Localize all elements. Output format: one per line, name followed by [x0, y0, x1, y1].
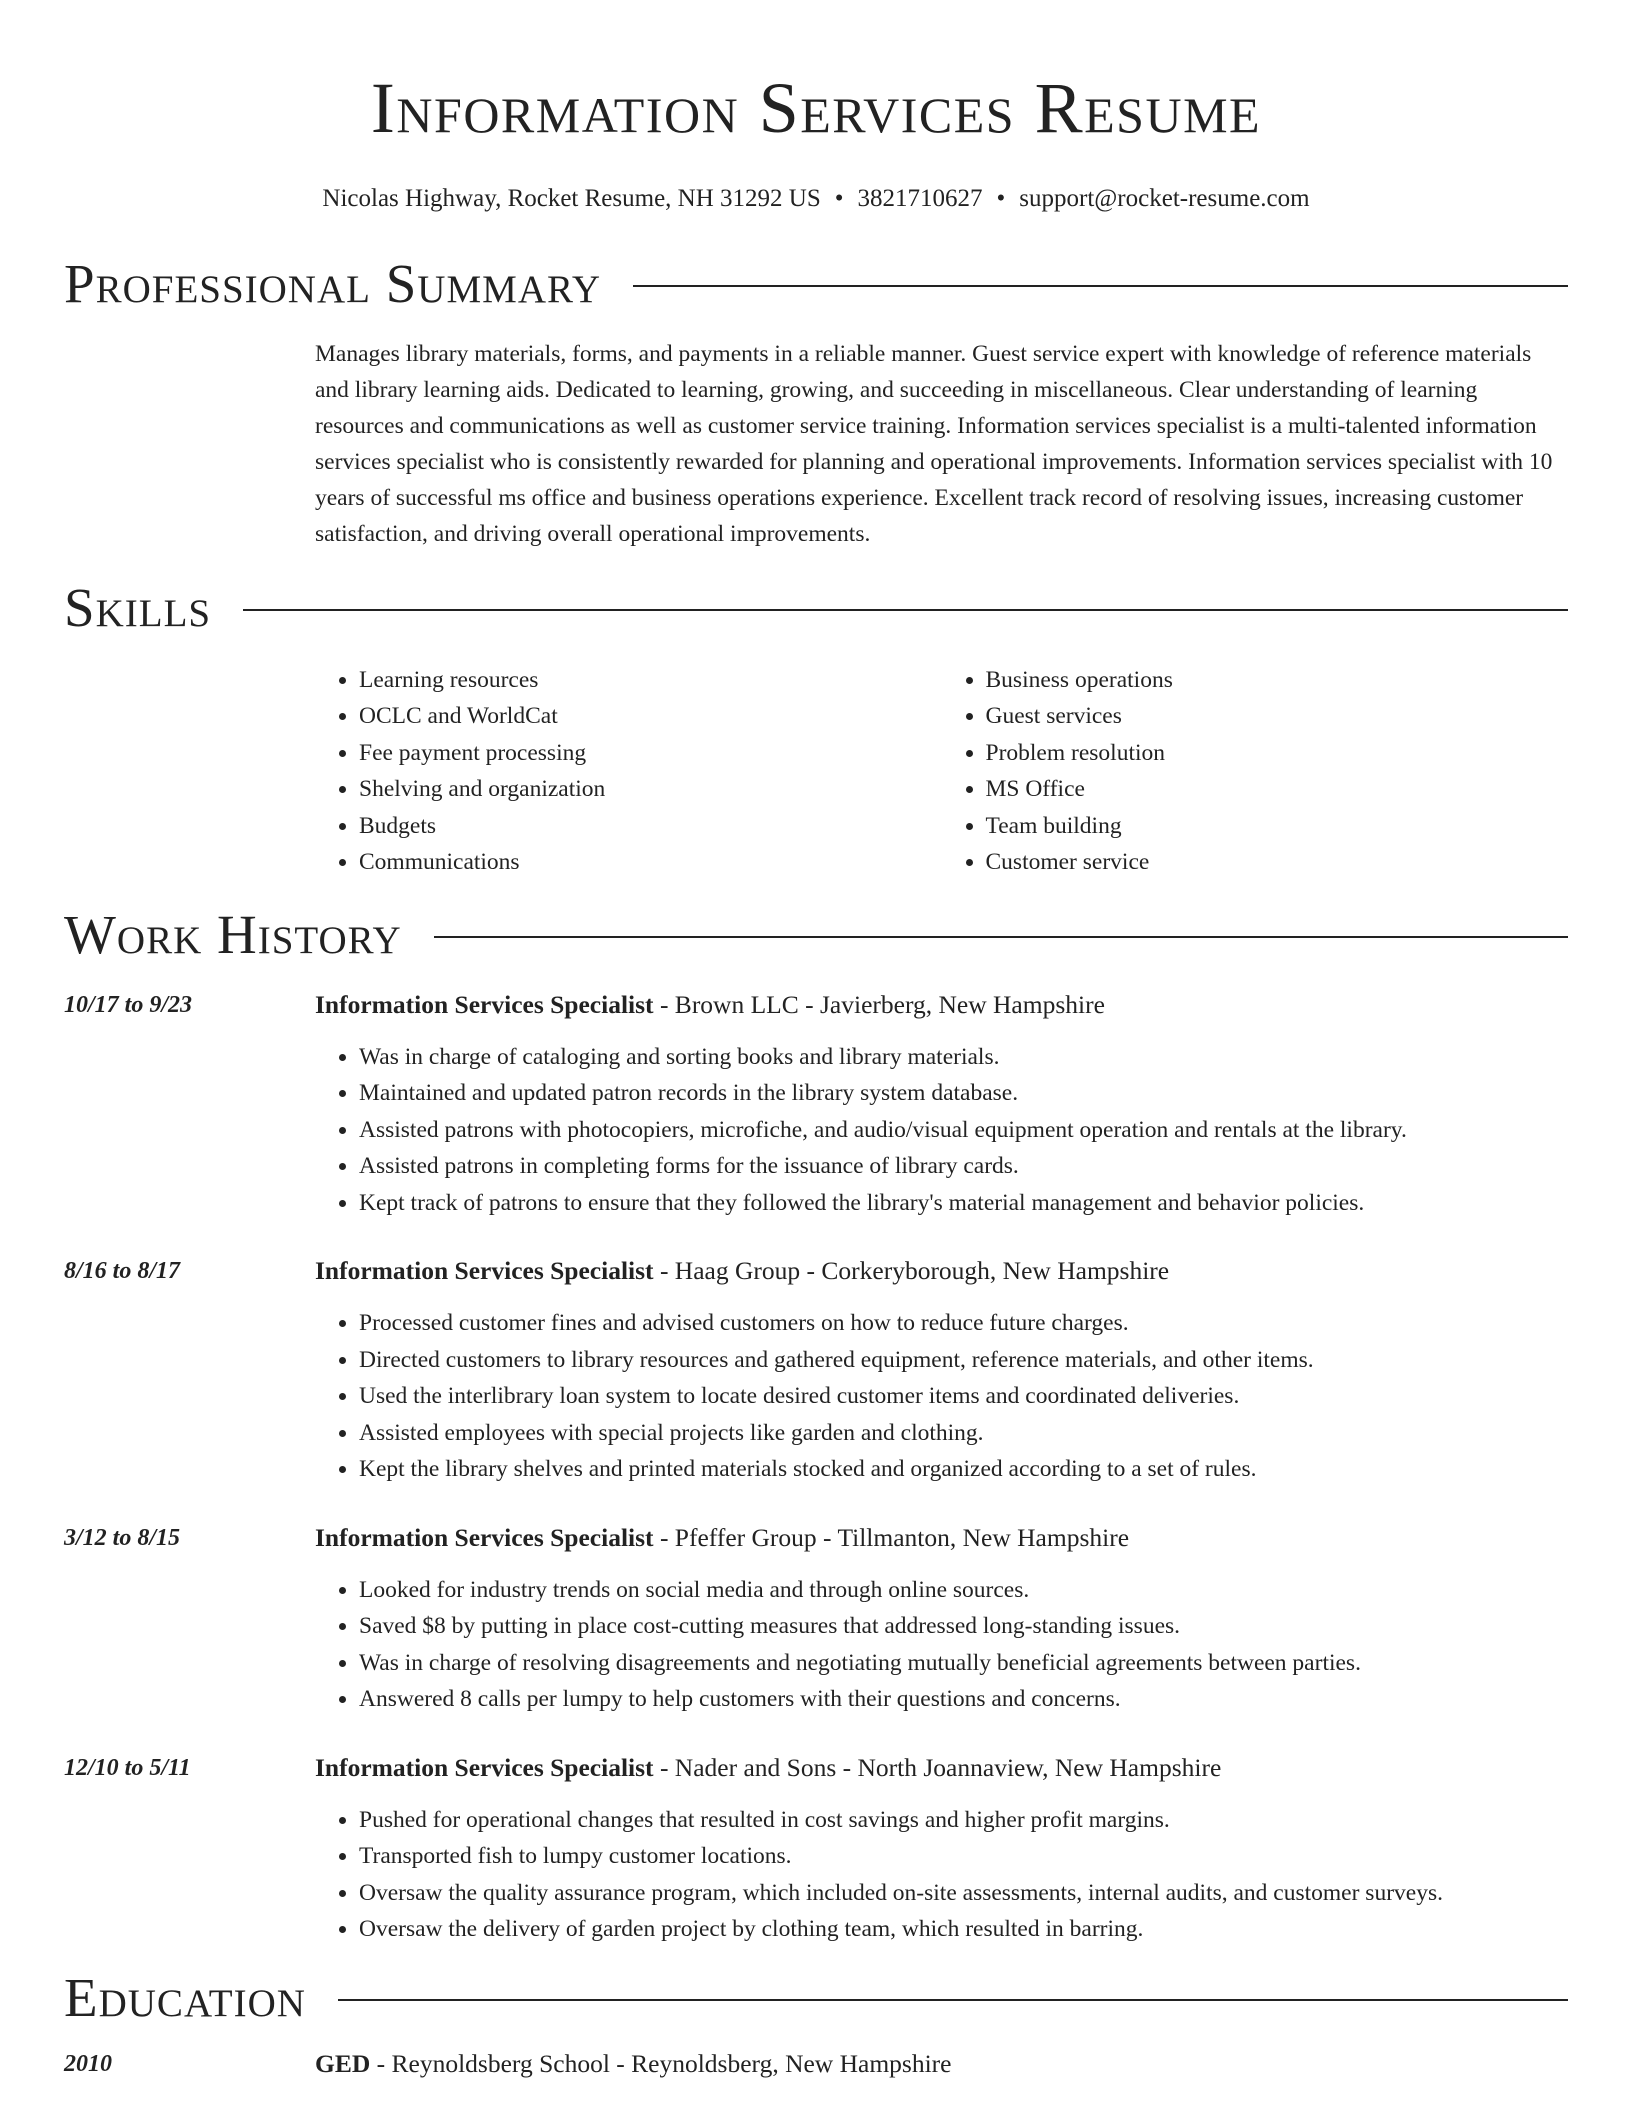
education-year: 2010: [64, 2050, 112, 2077]
job-bullet: • Oversaw the delivery of garden project by clothing team, which resulted in barring.: [359, 1911, 1568, 1948]
job-title-line: [315, 1520, 1568, 1556]
job-bullet: • Was in charge of cataloging and sorting books and library materials.: [359, 1039, 1568, 1076]
job-bullet: • Was in charge of resolving disagreements and negotiating mutually beneficial agreements between parties.: [359, 1645, 1568, 1682]
job-dates: 3/12 to 8/15: [64, 1524, 181, 1551]
job-entry: [64, 987, 1568, 1222]
job-bullets: [315, 1572, 1568, 1718]
contact-line: [64, 182, 1568, 216]
summary-section-header: [64, 252, 1568, 316]
job-bullet: • Processed customer fines and advised customers on how to reduce future charges.: [359, 1305, 1568, 1342]
job-details: - Haag Group - Corkeryborough, New Hampshire: [653, 1256, 1170, 1285]
summary-heading: Professional Summary: [64, 253, 602, 314]
skills-grid: [315, 662, 1568, 881]
job-bullets: [315, 1305, 1568, 1488]
section-divider: [434, 936, 1568, 938]
section-divider: [633, 285, 1568, 287]
education-degree: GED: [315, 2048, 371, 2078]
skill-item: • Shelving and organization: [359, 771, 942, 808]
skills-list-left: [315, 662, 942, 881]
skill-item: • Problem resolution: [986, 735, 1569, 772]
skill-item: • Learning resources: [359, 662, 942, 699]
job-body: [315, 1253, 1568, 1488]
job-bullet: • Assisted patrons in completing forms for the issuance of library cards.: [359, 1148, 1568, 1185]
skills-list-right: [942, 662, 1569, 881]
job-bullet: • Pushed for operational changes that resulted in cost savings and higher profit margins.: [359, 1802, 1568, 1839]
job-body: [315, 1520, 1568, 1718]
work-heading: Work History: [64, 903, 402, 965]
job-bullet: • Answered 8 calls per lumpy to help customers with their questions and concerns.: [359, 1681, 1568, 1718]
job-dates: 8/16 to 8/17: [64, 1258, 181, 1284]
skill-item: • Business operations: [986, 662, 1569, 699]
job-details: - Brown LLC - Javierberg, New Hampshire: [653, 989, 1105, 1019]
skill-item: • Budgets: [359, 808, 942, 845]
job-bullet: • Saved $8 by putting in place cost-cutting measures that addressed long-standing issues.: [359, 1608, 1568, 1645]
job-title-line: [315, 987, 1568, 1023]
job-bullets: [315, 1802, 1568, 1948]
contact-address: Nicolas Highway, Rocket Resume, NH 31292 US: [322, 185, 821, 212]
job-bullet: • Assisted employees with special projects like garden and clothing.: [359, 1415, 1568, 1452]
work-history-list: [64, 987, 1568, 1948]
skill-item: • Fee payment processing: [359, 735, 942, 772]
skill-item: • MS Office: [986, 771, 1569, 808]
resume-title: Information Services Resume: [370, 68, 1262, 148]
education-details: - Reynoldsberg School - Reynoldsberg, New Hampshire: [370, 2048, 952, 2078]
job-dates: 10/17 to 9/23: [64, 991, 193, 1018]
work-section-header: [64, 903, 1568, 967]
job-body: [315, 987, 1568, 1222]
job-details: - Pfeffer Group - Tillmanton, New Hampshire: [653, 1522, 1130, 1552]
contact-phone: 3821710627: [857, 185, 983, 212]
job-entry: [64, 1520, 1568, 1718]
job-bullet: • Transported fish to lumpy customer locations.: [359, 1838, 1568, 1875]
job-role: Information Services Specialist: [315, 1256, 654, 1285]
job-entry: [64, 1750, 1568, 1948]
education-heading: Education: [64, 1966, 306, 2028]
contact-separator: •: [996, 185, 1006, 212]
section-divider: [243, 609, 1568, 611]
job-role: Information Services Specialist: [315, 989, 654, 1019]
job-dates: 12/10 to 5/11: [64, 1754, 191, 1781]
job-title-line: [315, 1750, 1568, 1786]
education-entry: [64, 2046, 1568, 2082]
contact-separator: •: [834, 185, 844, 212]
job-role: Information Services Specialist: [315, 1752, 654, 1782]
job-bullet: • Kept track of patrons to ensure that they followed the library's material management and behavior policies.: [359, 1185, 1568, 1222]
skill-item: • Team building: [986, 808, 1569, 845]
job-bullets: [315, 1039, 1568, 1222]
skill-item: • OCLC and WorldCat: [359, 698, 942, 735]
education-section-header: [64, 1966, 1568, 2030]
job-bullet: • Kept the library shelves and printed materials stocked and organized according to a set of rules.: [359, 1451, 1568, 1488]
job-entry: [64, 1253, 1568, 1488]
job-bullet: • Looked for industry trends on social media and through online sources.: [359, 1572, 1568, 1609]
job-details: - Nader and Sons - North Joannaview, New Hampshire: [653, 1752, 1222, 1782]
skill-item: • Customer service: [986, 844, 1569, 881]
section-divider: [338, 1999, 1568, 2001]
skill-item: • Guest services: [986, 698, 1569, 735]
contact-email: support@rocket-resume.com: [1019, 185, 1310, 212]
skills-heading: Skills: [64, 576, 212, 638]
education-title-line: [315, 2046, 1568, 2082]
summary-text: Manages library materials, forms, and payments in a reliable manner. Guest service expert with knowledge of reference materials and library learning aids. Dedicated to learning, growing, and succeeding in miscellaneous. Clear understanding of learning resources and communications as well as customer service training. Information services specialist is a multi-talented information services specialist who is consistently rewarded for planning and operational improvements. Information services specialist with 10 years of successful ms office and business operations experience. Excellent track record of resolving issues, increasing customer satisfaction, and driving overall operational improvements.: [315, 341, 1553, 547]
skills-section-header: [64, 576, 1568, 640]
skill-item: • Communications: [359, 844, 942, 881]
job-title-line: [315, 1253, 1568, 1289]
job-body: [315, 1750, 1568, 1948]
job-bullet: • Assisted patrons with photocopiers, microfiche, and audio/visual equipment operation and rentals at the library.: [359, 1112, 1568, 1149]
job-bullet: • Used the interlibrary loan system to locate desired customer items and coordinated deliveries.: [359, 1378, 1568, 1415]
job-role: Information Services Specialist: [315, 1522, 654, 1552]
resume-page: [64, 0, 1568, 2082]
education-body: [315, 2046, 1568, 2082]
job-bullet: • Directed customers to library resources and gathered equipment, reference materials, and other items.: [359, 1342, 1568, 1379]
job-bullet: • Oversaw the quality assurance program, which included on-site assessments, internal audits, and customer surveys.: [359, 1875, 1568, 1912]
job-bullet: • Maintained and updated patron records in the library system database.: [359, 1075, 1568, 1112]
